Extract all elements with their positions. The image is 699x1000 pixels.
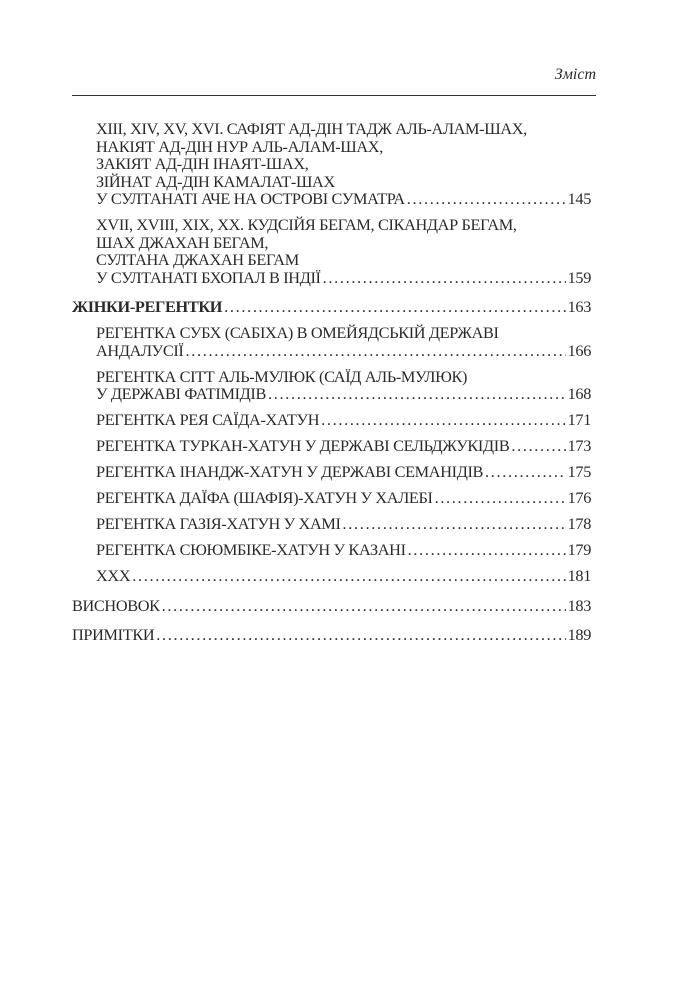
toc-entry-line: РЕГЕНТКА СІТТ АЛЬ-МУЛЮК (САЇД АЛЬ-МУЛЮК) xyxy=(96,366,468,386)
dot-leader xyxy=(321,411,566,429)
dot-leader xyxy=(343,515,566,533)
toc-section-heading[interactable] xyxy=(72,298,591,316)
toc-entry-line: РЕГЕНТКА СУБХ (САБІХА) В ОМЕЙЯДСЬКІЙ ДЕРЖАВІ xyxy=(96,323,499,342)
toc-entry-title: АНДАЛУСІЇ xyxy=(96,340,184,360)
toc-entry-title: РЕГЕНТКА ДАЇФА (ШАФІЯ)-ХАТУН У ХАЛЕБІ xyxy=(96,488,433,507)
dot-leader xyxy=(485,463,566,481)
page-number: 163 xyxy=(567,297,591,316)
page-number: 175 xyxy=(567,462,591,481)
dot-leader xyxy=(407,190,566,208)
page-number: 178 xyxy=(567,514,591,533)
dot-leader xyxy=(435,489,566,507)
page-number: 173 xyxy=(567,436,591,455)
toc-entry-title: ХХХ xyxy=(96,566,131,585)
dot-leader xyxy=(268,385,566,403)
dot-leader xyxy=(132,567,565,585)
page-number: 181 xyxy=(567,566,591,585)
dot-leader xyxy=(156,626,565,644)
page-number: 189 xyxy=(567,625,591,644)
toc-entry[interactable] xyxy=(72,626,591,644)
toc-entry[interactable] xyxy=(72,597,591,615)
running-header: Зміст xyxy=(554,66,596,83)
toc-entry-title: РЕГЕНТКА ІНАНДЖ-ХАТУН У ДЕРЖАВІ СЕМАНІДІВ xyxy=(96,462,484,481)
dot-leader xyxy=(323,269,566,287)
toc-entry-line: НАКІЯТ АД-ДІН НУР АЛЬ-АЛАМ-ШАХ, xyxy=(96,136,383,156)
toc-entry[interactable] xyxy=(72,515,591,533)
toc-entry[interactable] xyxy=(72,437,591,455)
toc-entry-title: РЕГЕНТКА СЮЮМБІКЕ-ХАТУН У КАЗАНІ xyxy=(96,540,406,559)
toc-entry[interactable] xyxy=(72,463,591,481)
dot-leader xyxy=(162,597,566,615)
toc-entry-title: У СУЛТАНАТІ БХОПАЛ В ІНДІЇ xyxy=(96,267,321,287)
toc-entry-title: У СУЛТАНАТІ АЧЕ НА ОСТРОВІ СУМАТРА xyxy=(96,189,405,208)
header-rule xyxy=(72,95,596,96)
page-number: 159 xyxy=(567,267,591,287)
toc-entry[interactable] xyxy=(72,368,591,403)
toc-entry[interactable] xyxy=(72,489,591,507)
toc-entry-line: ЗАКІЯТ АД-ДІН ІНАЯТ-ШАХ, xyxy=(96,154,309,173)
toc-entry[interactable] xyxy=(72,411,591,429)
toc-entry-title: У ДЕРЖАВІ ФАТІМІДІВ xyxy=(96,384,266,403)
toc-entry-line: XVII, XVIII, XIX, XX. КУДСІЙЯ БЕГАМ, СІКАНДАР БЕГАМ, xyxy=(96,215,517,234)
toc-entry[interactable] xyxy=(72,216,591,286)
dot-leader xyxy=(186,342,566,360)
dot-leader xyxy=(408,541,566,559)
toc-entry-title: РЕГЕНТКА ТУРКАН-ХАТУН У ДЕРЖАВІ СЕЛЬДЖУКІДІВ xyxy=(96,436,510,455)
page-number: 145 xyxy=(567,189,591,208)
toc-entry[interactable] xyxy=(72,324,591,359)
toc-entry[interactable] xyxy=(72,567,591,585)
page-number: 183 xyxy=(567,595,591,615)
table-of-contents xyxy=(72,120,591,652)
page-number: 166 xyxy=(567,340,591,360)
page-number: 168 xyxy=(567,384,591,403)
toc-entry-line: СУЛТАНА ДЖАХАН БЕГАМ xyxy=(96,250,299,269)
toc-entry-title: ЖІНКИ-РЕГЕНТКИ xyxy=(72,297,223,316)
page-number: 176 xyxy=(567,488,591,507)
toc-entry-title: РЕГЕНТКА ГАЗІЯ-ХАТУН У ХАМІ xyxy=(96,514,341,533)
toc-entry[interactable] xyxy=(72,541,591,559)
toc-entry-title: ПРИМІТКИ xyxy=(72,625,155,644)
dot-leader xyxy=(224,298,566,316)
toc-entry-title: РЕГЕНТКА РЕЯ САЇДА-ХАТУН xyxy=(96,410,320,429)
toc-entry-line: ШАХ ДЖАХАН БЕГАМ, xyxy=(96,232,269,252)
page-number: 171 xyxy=(567,410,591,429)
toc-entry-line: XIII, XIV, XV, XVI. САФІЯТ АД-ДІН ТАДЖ АЛЬ-АЛАМ-ШАХ, xyxy=(96,119,527,138)
toc-entry-line: ЗІЙНАТ АД-ДІН КАМАЛАТ-ШАХ xyxy=(96,171,335,191)
dot-leader xyxy=(511,437,565,455)
page-number: 179 xyxy=(567,540,591,559)
toc-entry-title: ВИСНОВОК xyxy=(72,595,160,615)
toc-entry[interactable] xyxy=(72,120,591,208)
